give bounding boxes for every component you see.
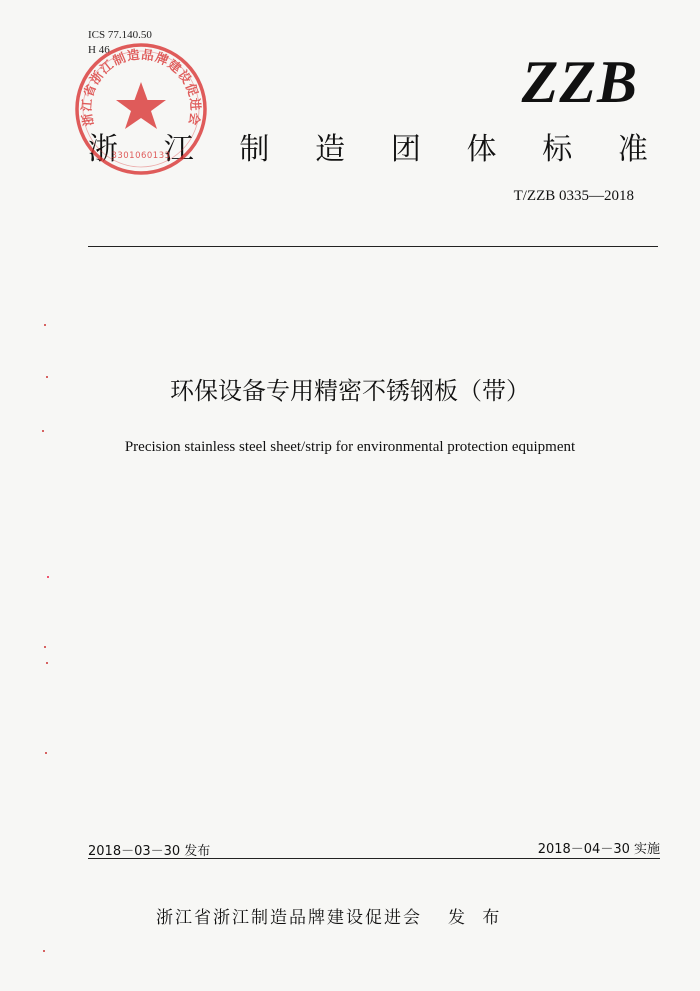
standard-type-char: 体: [466, 132, 497, 167]
publisher-name: 浙江省浙江制造品牌建设促进会: [156, 908, 422, 928]
footer-divider: [88, 858, 660, 859]
document-title-chinese: 环保设备专用精密不锈钢板（带）: [170, 377, 530, 405]
standard-type-char: 浙: [88, 132, 118, 167]
standard-type-char: 制: [239, 132, 270, 167]
stamp-star-icon: [116, 82, 166, 129]
classification-code: H 46: [88, 44, 110, 56]
standard-type-char: 江: [163, 132, 194, 167]
zzb-logo: ZZB: [521, 49, 638, 115]
standard-type-char: 准: [617, 132, 648, 167]
ics-code: ICS 77.140.50: [88, 29, 152, 41]
issue-label: 发 布: [448, 908, 506, 928]
header-divider: [88, 246, 658, 247]
standard-number: T/ZZB 0335—2018: [513, 188, 634, 204]
standard-type-char: 团: [390, 132, 421, 167]
svg-text:浙江省浙江制造品牌建设促进会: 浙江省浙江制造品牌建设促进会: [78, 46, 204, 128]
publisher-line: [156, 903, 505, 928]
standard-type-char: 标: [542, 132, 573, 167]
document-title-english: Precision stainless steel sheet/strip for environmental protection equipment: [124, 439, 576, 455]
publish-date: 2018－03－30 发布: [88, 844, 211, 859]
implement-date: 2018－04－30 实施: [537, 842, 660, 857]
svg-text:3301060133: 3301060133: [111, 151, 171, 161]
official-seal-stamp: [72, 40, 210, 178]
standard-type-char: 造: [315, 132, 346, 167]
